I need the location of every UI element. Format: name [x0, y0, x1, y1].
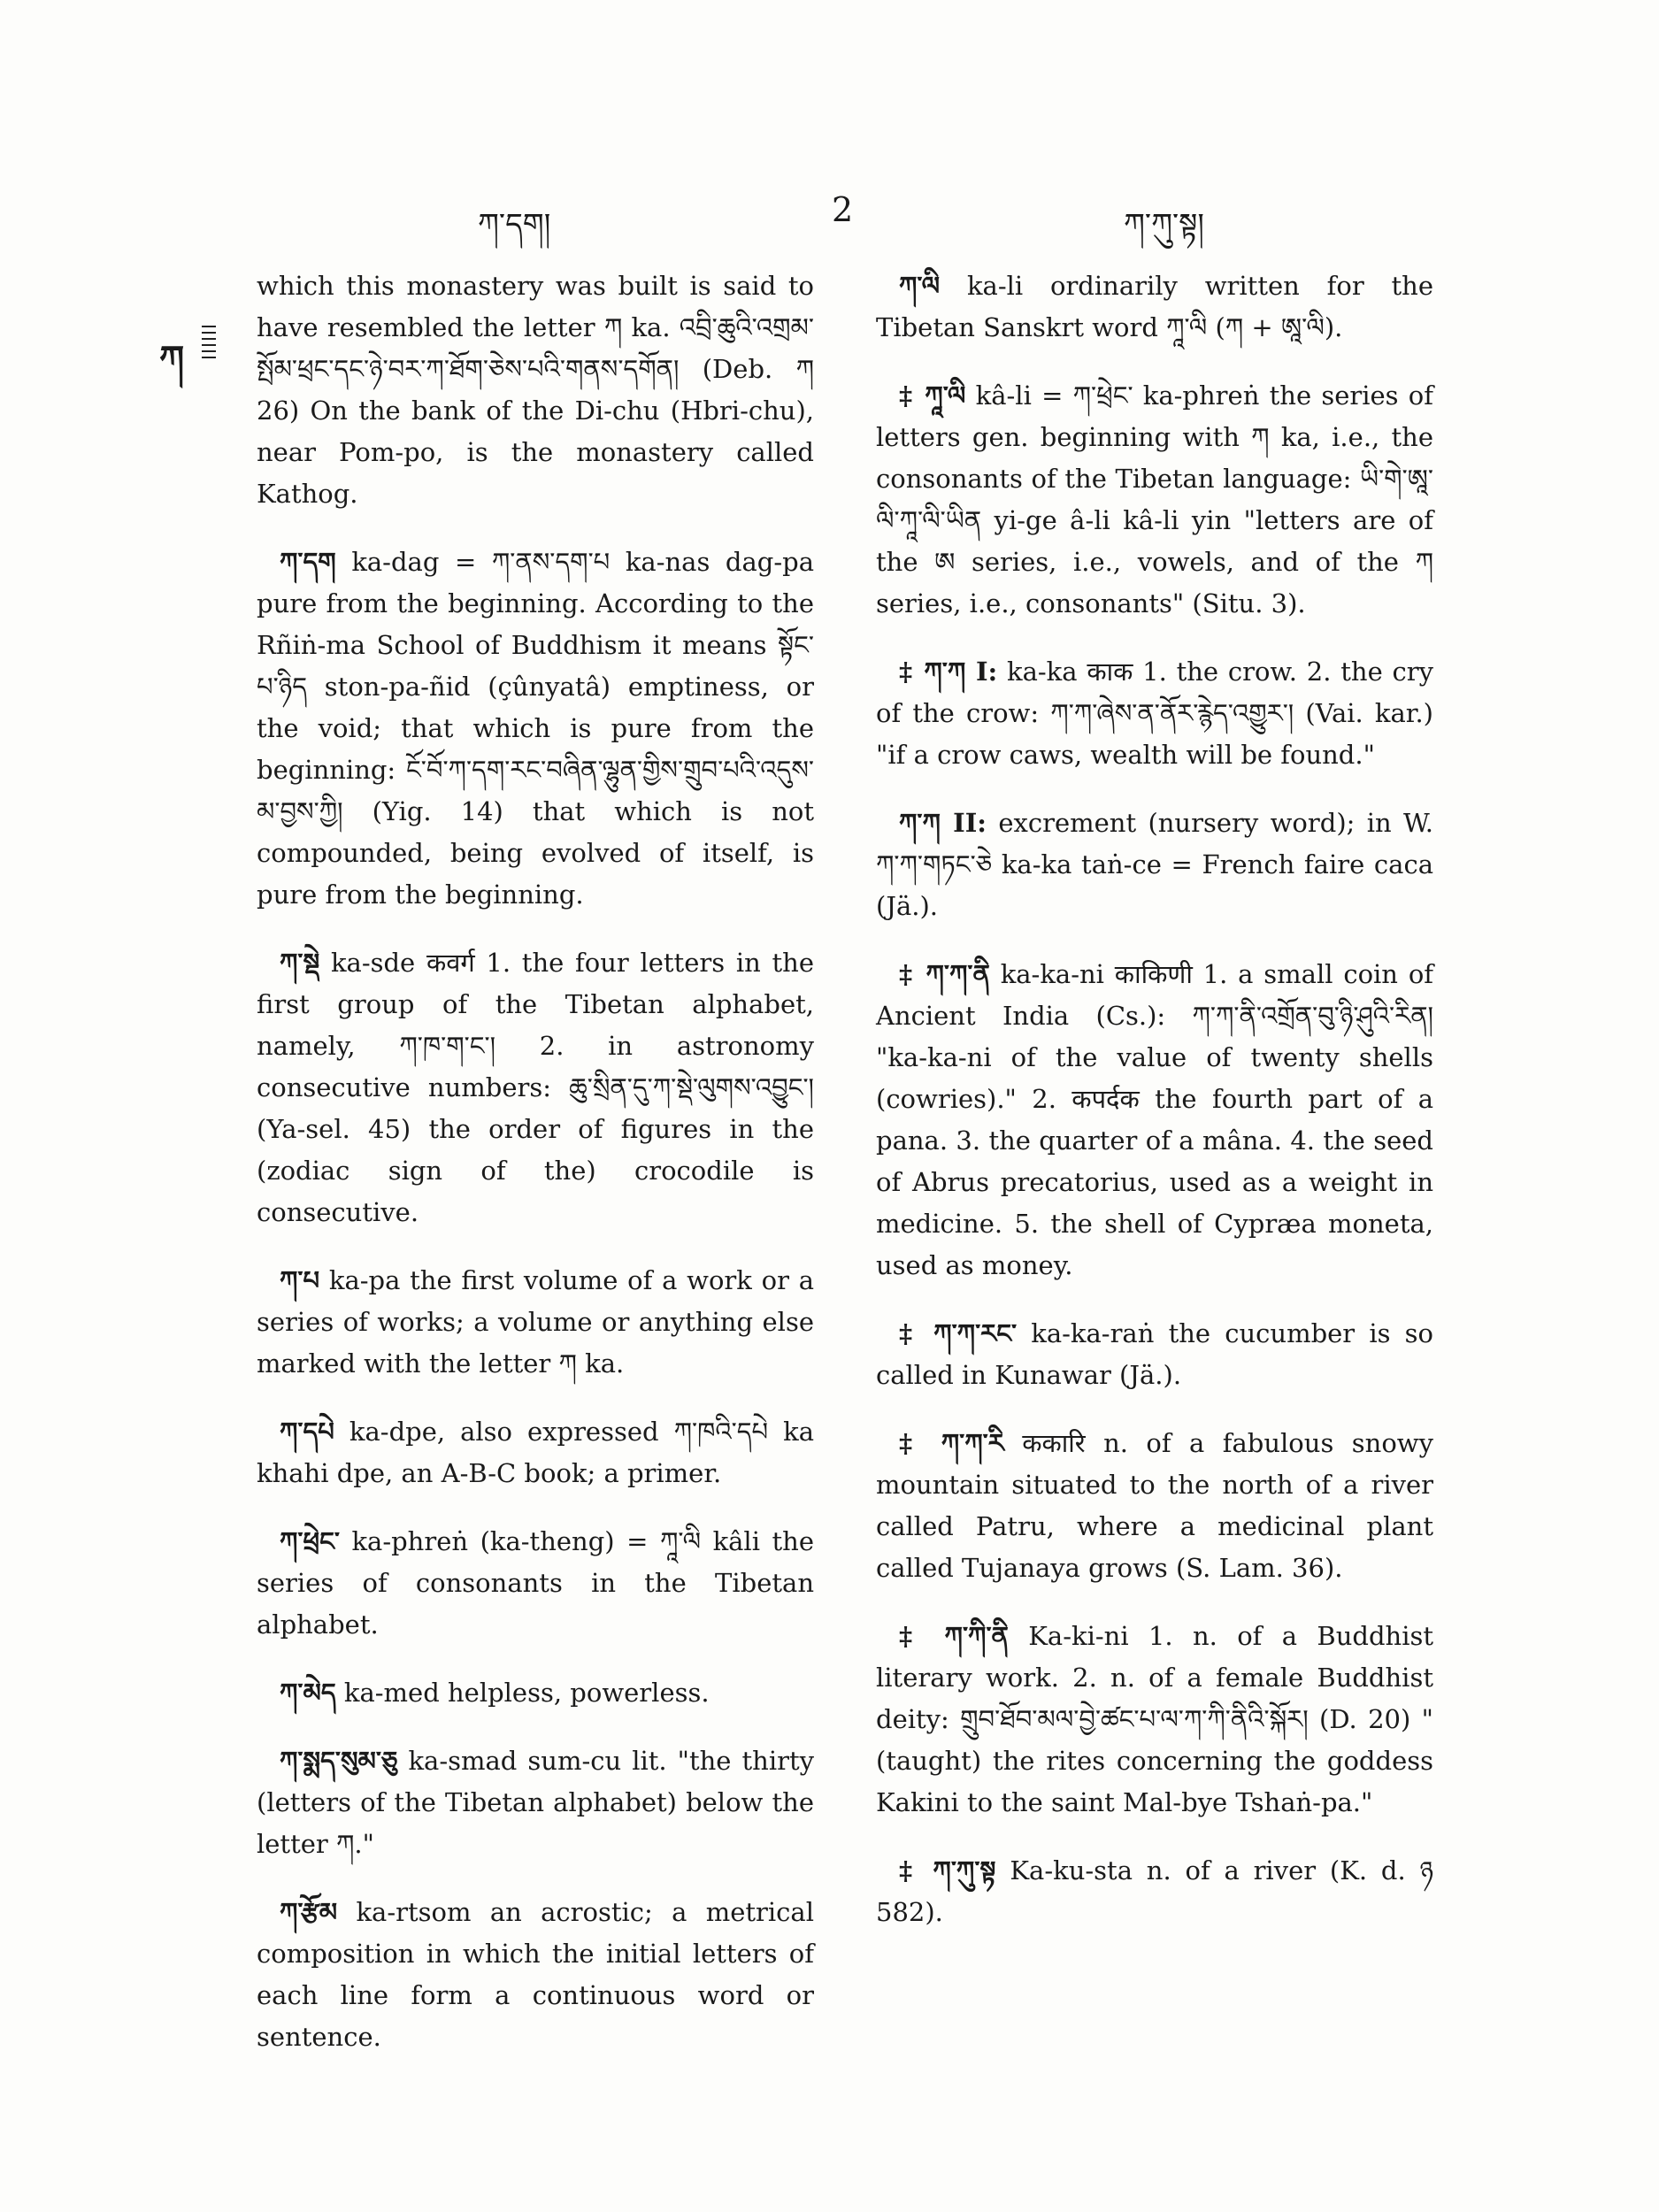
- entry-headword: ཀ་དག: [280, 547, 336, 577]
- dictionary-entry: [876, 803, 1433, 927]
- entry-headword: ཀ་སྡེ: [280, 948, 320, 978]
- entry-text: ka-phreṅ (ka-theng) = ཀཱ་ལི kâli the series of consonants in the Tibetan alphabet.: [257, 1526, 814, 1640]
- entry-headword: ཀ་ལི: [899, 271, 941, 301]
- dictionary-entry: [257, 1521, 814, 1646]
- entry-headword: ཀ་རྩོམ: [280, 1897, 338, 1927]
- dictionary-entry: [257, 1892, 814, 2058]
- dictionary-entry: [257, 265, 814, 515]
- dictionary-entry: [876, 1423, 1433, 1589]
- dictionary-entry: [876, 1616, 1433, 1824]
- running-head-right: ཀ་ཀུ་སྟ།: [1124, 207, 1204, 242]
- entry-text: ka-li ordinarily written for the Tibetan Sanskrt word ཀཱ་ལི (ཀ + ཨཱ་ལི).: [876, 271, 1434, 342]
- entry-text: ka-ka काक 1. the crow. 2. the cry of the crow: ཀ་ཀ་ཞེས་ན་ནོར་རྙེད་འགྱུར་། (Vai. kar.) "if a crow caws, wealth will be found.": [876, 657, 1433, 770]
- entry-text: ka-dag = ཀ་ནས་དག་པ ka-nas dag-pa pure from the beginning. According to the Rñiṅ-ma School of Buddhism it means སྟོང་པ་ཉིད ston-pa-ñid (çûnyatâ) emptiness, or the void; that which is pure from the beginning: ངོ་བོ་ཀ་དག་རང་བཞིན་ལྷུན་གྱིས་གྲུབ་པའི་འདུས་མ་བྱས་ཀྱི། (Yig. 14) that which is not compounded, being evolved of itself, is pure from the beginning.: [257, 547, 815, 910]
- dictionary-entry: [257, 1740, 814, 1865]
- dictionary-entry: [257, 541, 814, 916]
- dictionary-entry: [876, 1850, 1433, 1933]
- dictionary-entry: [257, 1411, 814, 1494]
- right-column: [876, 265, 1433, 1960]
- dictionary-entry: [876, 651, 1433, 776]
- entry-text: ka-pa the first volume of a work or a series of works; a volume or anything else marked with the letter ཀ ka.: [257, 1265, 814, 1379]
- entry-headword: ཀ་ཀ II:: [899, 808, 987, 838]
- entry-headword: ‡ ཀ་ཀ་རི: [899, 1428, 1004, 1458]
- entry-text: ka-smad sum-cu lit. "the thirty (letters of the Tibetan alphabet) below the letter ཀ.": [257, 1746, 814, 1859]
- dictionary-entry: [257, 1672, 814, 1714]
- thumb-index: [159, 319, 212, 380]
- entry-text: Ka-ki-ni 1. n. of a Buddhist literary work. 2. n. of a female Buddhist deity: གྲུབ་ཐོབ་མལ་བྱེ་ཚང་པ་ལ་ཀ་ཀི་ནིའི་སྐོར། (D. 20) "(taught) the rites concerning the goddess Kakini to the saint Mal-bye Tshaṅ-pa.": [876, 1621, 1433, 1817]
- thumb-index-letter: ཀ: [159, 338, 185, 380]
- running-head-left: ཀ་དག།: [478, 207, 551, 242]
- entry-text: ka-rtsom an acrostic; a metrical composition in which the initial letters of each line form a continuous word or sentence.: [257, 1897, 814, 2052]
- dictionary-entry: [876, 1313, 1433, 1396]
- dictionary-entry: [876, 375, 1433, 625]
- left-column: [257, 265, 814, 2085]
- entry-headword: ‡ ཀ་ཀ་རང་: [899, 1318, 1018, 1348]
- dictionary-entry: [876, 265, 1433, 349]
- entry-headword: ‡ ཀ་ཀི་ནི: [899, 1621, 1009, 1651]
- entry-headword: ཀ་དཔེ: [280, 1417, 334, 1447]
- dictionary-entry: [257, 1260, 814, 1385]
- entry-headword: ‡ ཀ་ཀུ་སྟ: [899, 1855, 996, 1886]
- entry-headword: ‡ ཀ་ཀ I:: [899, 657, 998, 687]
- thumb-index-rules: [202, 326, 216, 363]
- entry-headword: ‡ ཀཱ་ལི: [899, 380, 966, 411]
- entry-headword: ཀ་ཕྲེང་: [280, 1526, 340, 1556]
- entry-text: ka-dpe, also expressed ཀ་ཁའི་དཔེ ka khahi dpe, an A-B-C book; a primer.: [257, 1417, 814, 1488]
- entry-text: ककारि n. of a fabulous snowy mountain situated to the north of a river called Patru, where a medicinal plant called Tujanaya grows (S. Lam. 36).: [876, 1428, 1433, 1583]
- entry-text: ka-sde कवर्ग 1. the four letters in the first group of the Tibetan alphabet, namely, ཀ་ཁ་ག་ང་། 2. in astronomy consecutive numbers: ཆུ་སྲིན་དུ་ཀ་སྡེ་ལུགས་འབྱུང་། (Ya-sel. 45) the order of figures in the (zodiac sign of the) crocodile is consecutive.: [257, 948, 815, 1227]
- entry-headword: ཀ་པ: [280, 1265, 320, 1295]
- entry-text: Ka-ku-sta n. of a river (K. d. ཉ 582).: [876, 1855, 1434, 1927]
- entry-text: which this monastery was built is said to have resembled the letter ཀ ka. འབྲི་ཆུའི་འགྲམ་སྤོམ་ཕྲང་དང་ཉེ་བར་ཀ་ཐོག་ཅེས་པའི་གནས་དགོན། (Deb. ཀ 26) On the bank of the Di-chu (Hbri-chu), near Pom-po, is the monastery called Kathog.: [257, 271, 814, 509]
- entry-text: ka-ka-ni काकिणी 1. a small coin of Ancient India (Cs.): ཀ་ཀ་ནི་འགྲོན་བུ་ཉི་ཤུའི་རིན། "ka-ka-ni of the value of twenty shells (cowries)." 2. कपर्दक the fourth part of a pana. 3. the quarter of a mâna. 4. the seed of Abrus precatorius, used as a weight in medicine. 5. the shell of Cypræa moneta, used as money.: [876, 959, 1434, 1280]
- entry-text: ka-ka-raṅ the cucumber is so called in Kunawar (Jä.).: [876, 1318, 1433, 1390]
- entry-headword: ཀ་མེད: [280, 1678, 336, 1708]
- entry-text: ka-med helpless, powerless.: [343, 1678, 710, 1708]
- dictionary-entry: [876, 954, 1433, 1286]
- page-number: 2: [832, 190, 854, 229]
- entry-text: kâ-li = ཀ་ཕྲེང་ ka-phreṅ the series of letters gen. beginning with ཀ ka, i.e., the consonants of the Tibetan language: ཡི་གེ་ཨཱ་ལི་ཀཱ་ལི་ཡིན yi-ge â-li kâ-li yin "letters are of the ཨ series, i.e., vowels, and of the ཀ series, i.e., consonants" (Situ. 3).: [876, 380, 1433, 618]
- entry-headword: ཀ་སྨད་སུམ་ཅུ: [280, 1746, 398, 1776]
- dictionary-entry: [257, 942, 814, 1233]
- entry-text: excrement (nursery word); in W. ཀ་ཀ་གཏང་ཅེ ka-ka taṅ-ce = French faire caca (Jä.).: [876, 808, 1433, 921]
- page-header: [0, 190, 1659, 243]
- entry-headword: ‡ ཀ་ཀ་ནི: [899, 959, 990, 989]
